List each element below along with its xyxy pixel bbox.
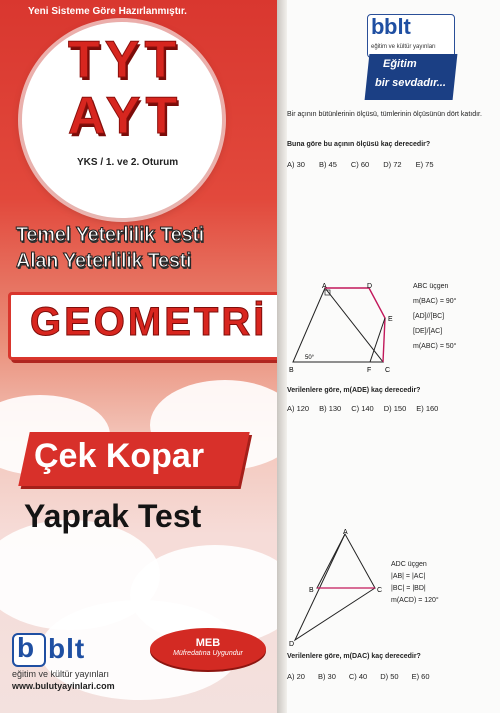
q2-given-1: ABC üçgen [413, 283, 449, 290]
q2-label-e: E [388, 316, 393, 323]
q3-option-c[interactable]: C) 40 [348, 672, 368, 681]
q3-label-c: C [377, 587, 383, 594]
q1-option-d[interactable]: D) 72 [383, 160, 402, 169]
top-note: Yeni Sisteme Göre Hazırlanmıştır. [28, 6, 187, 17]
q3-option-b[interactable]: B) 30 [317, 672, 336, 681]
publisher-logo-letter: b [17, 632, 35, 663]
q1-option-b[interactable]: B) 45 [318, 160, 337, 169]
slogan-line1: Eğitim [383, 58, 417, 70]
subject-title: GEOMETRİ [30, 300, 268, 344]
subtitle-ayt: Alan Yeterlilik Testi [16, 250, 192, 272]
q1-option-c[interactable]: C) 60 [350, 160, 370, 169]
q2-given-5: m(ABC) = 50° [413, 343, 457, 350]
q1-option-e[interactable]: E) 75 [415, 160, 434, 169]
q2-figure [287, 282, 407, 377]
q2-label-b: B [289, 367, 294, 374]
q2-option-a[interactable]: A) 120 [287, 404, 310, 413]
publisher-tagline: eğitim ve kültür yayınları [12, 669, 110, 679]
publisher-logo-text: blt [48, 633, 86, 664]
q2-angle-label: 50° [305, 355, 315, 361]
q3-option-a[interactable]: A) 20 [287, 672, 305, 681]
sheet-logo-text: blt [384, 14, 411, 39]
q2-given-3: [AD]//[BC] [413, 313, 445, 320]
q2-label-a: A [322, 283, 327, 290]
q3-given-2: |AB| = |AC| [391, 573, 426, 580]
q3-given-1: ADC üçgen [391, 561, 427, 568]
q3-figure [287, 528, 387, 648]
oturum-label: YKS / 1. ve 2. Oturum [77, 157, 179, 168]
q3-question: Verilenlere göre, m(DAC) kaç derecedir? [287, 653, 421, 660]
tyt-title: TYT [68, 31, 182, 89]
meb-subtitle: Müfredatına Uygundur [173, 650, 243, 657]
q1-options [287, 160, 497, 169]
q1-question: Buna göre bu açının ölçüsü kaç derecedir? [287, 141, 431, 148]
meb-title: MEB [195, 637, 221, 649]
q3-label-d: D [289, 641, 295, 648]
q2-option-c[interactable]: C) 140 [351, 404, 374, 413]
q2-label-f: F [367, 367, 372, 374]
q3-given-4: m(ACD) = 120° [391, 597, 439, 604]
q3-given-3: |BC| = |BD| [391, 585, 426, 592]
cek-kopar-label: Çek Kopar [34, 437, 205, 475]
q3-label-a: A [343, 529, 348, 536]
page-edge [277, 0, 287, 713]
q3-label-b: B [309, 587, 314, 594]
q2-question: Verilenlere göre, m(ADE) kaç derecedir? [287, 387, 421, 394]
q2-given [413, 282, 497, 351]
q1-text: Bir açının bütünlerinin ölçüsü, tümlerinin ölçüsünün dört katıdır. [287, 111, 482, 118]
publisher-url: www.bulutyayinlari.com [12, 681, 115, 691]
q2-given-2: m(BAC) = 90° [413, 298, 457, 305]
slogan-line2: bir sevdadır... [375, 77, 446, 89]
test-sheet [287, 0, 500, 713]
q2-option-e[interactable]: E) 160 [416, 404, 439, 413]
q2-given-4: [DE]/[AC] [413, 328, 443, 335]
q2-option-d[interactable]: D) 150 [383, 404, 407, 413]
q2-label-c: C [385, 367, 391, 374]
q3-options [287, 672, 497, 681]
q3-option-e[interactable]: E) 60 [411, 672, 430, 681]
sheet-logo-letter: b [371, 14, 385, 39]
yaprak-test-label: Yaprak Test [24, 498, 202, 534]
q1-option-a[interactable]: A) 30 [287, 160, 305, 169]
q3-option-d[interactable]: D) 50 [380, 672, 399, 681]
q2-option-b[interactable]: B) 130 [319, 404, 342, 413]
ayt-title: AYT [68, 87, 183, 145]
q2-options [287, 404, 497, 413]
q2-label-d: D [367, 283, 373, 290]
meb-stamp [150, 628, 266, 670]
sheet-logo-tagline: eğitim ve kültür yayınları [371, 44, 436, 50]
q3-given [391, 560, 491, 605]
subtitle-tyt: Temel Yeterlilik Testi [16, 224, 204, 246]
